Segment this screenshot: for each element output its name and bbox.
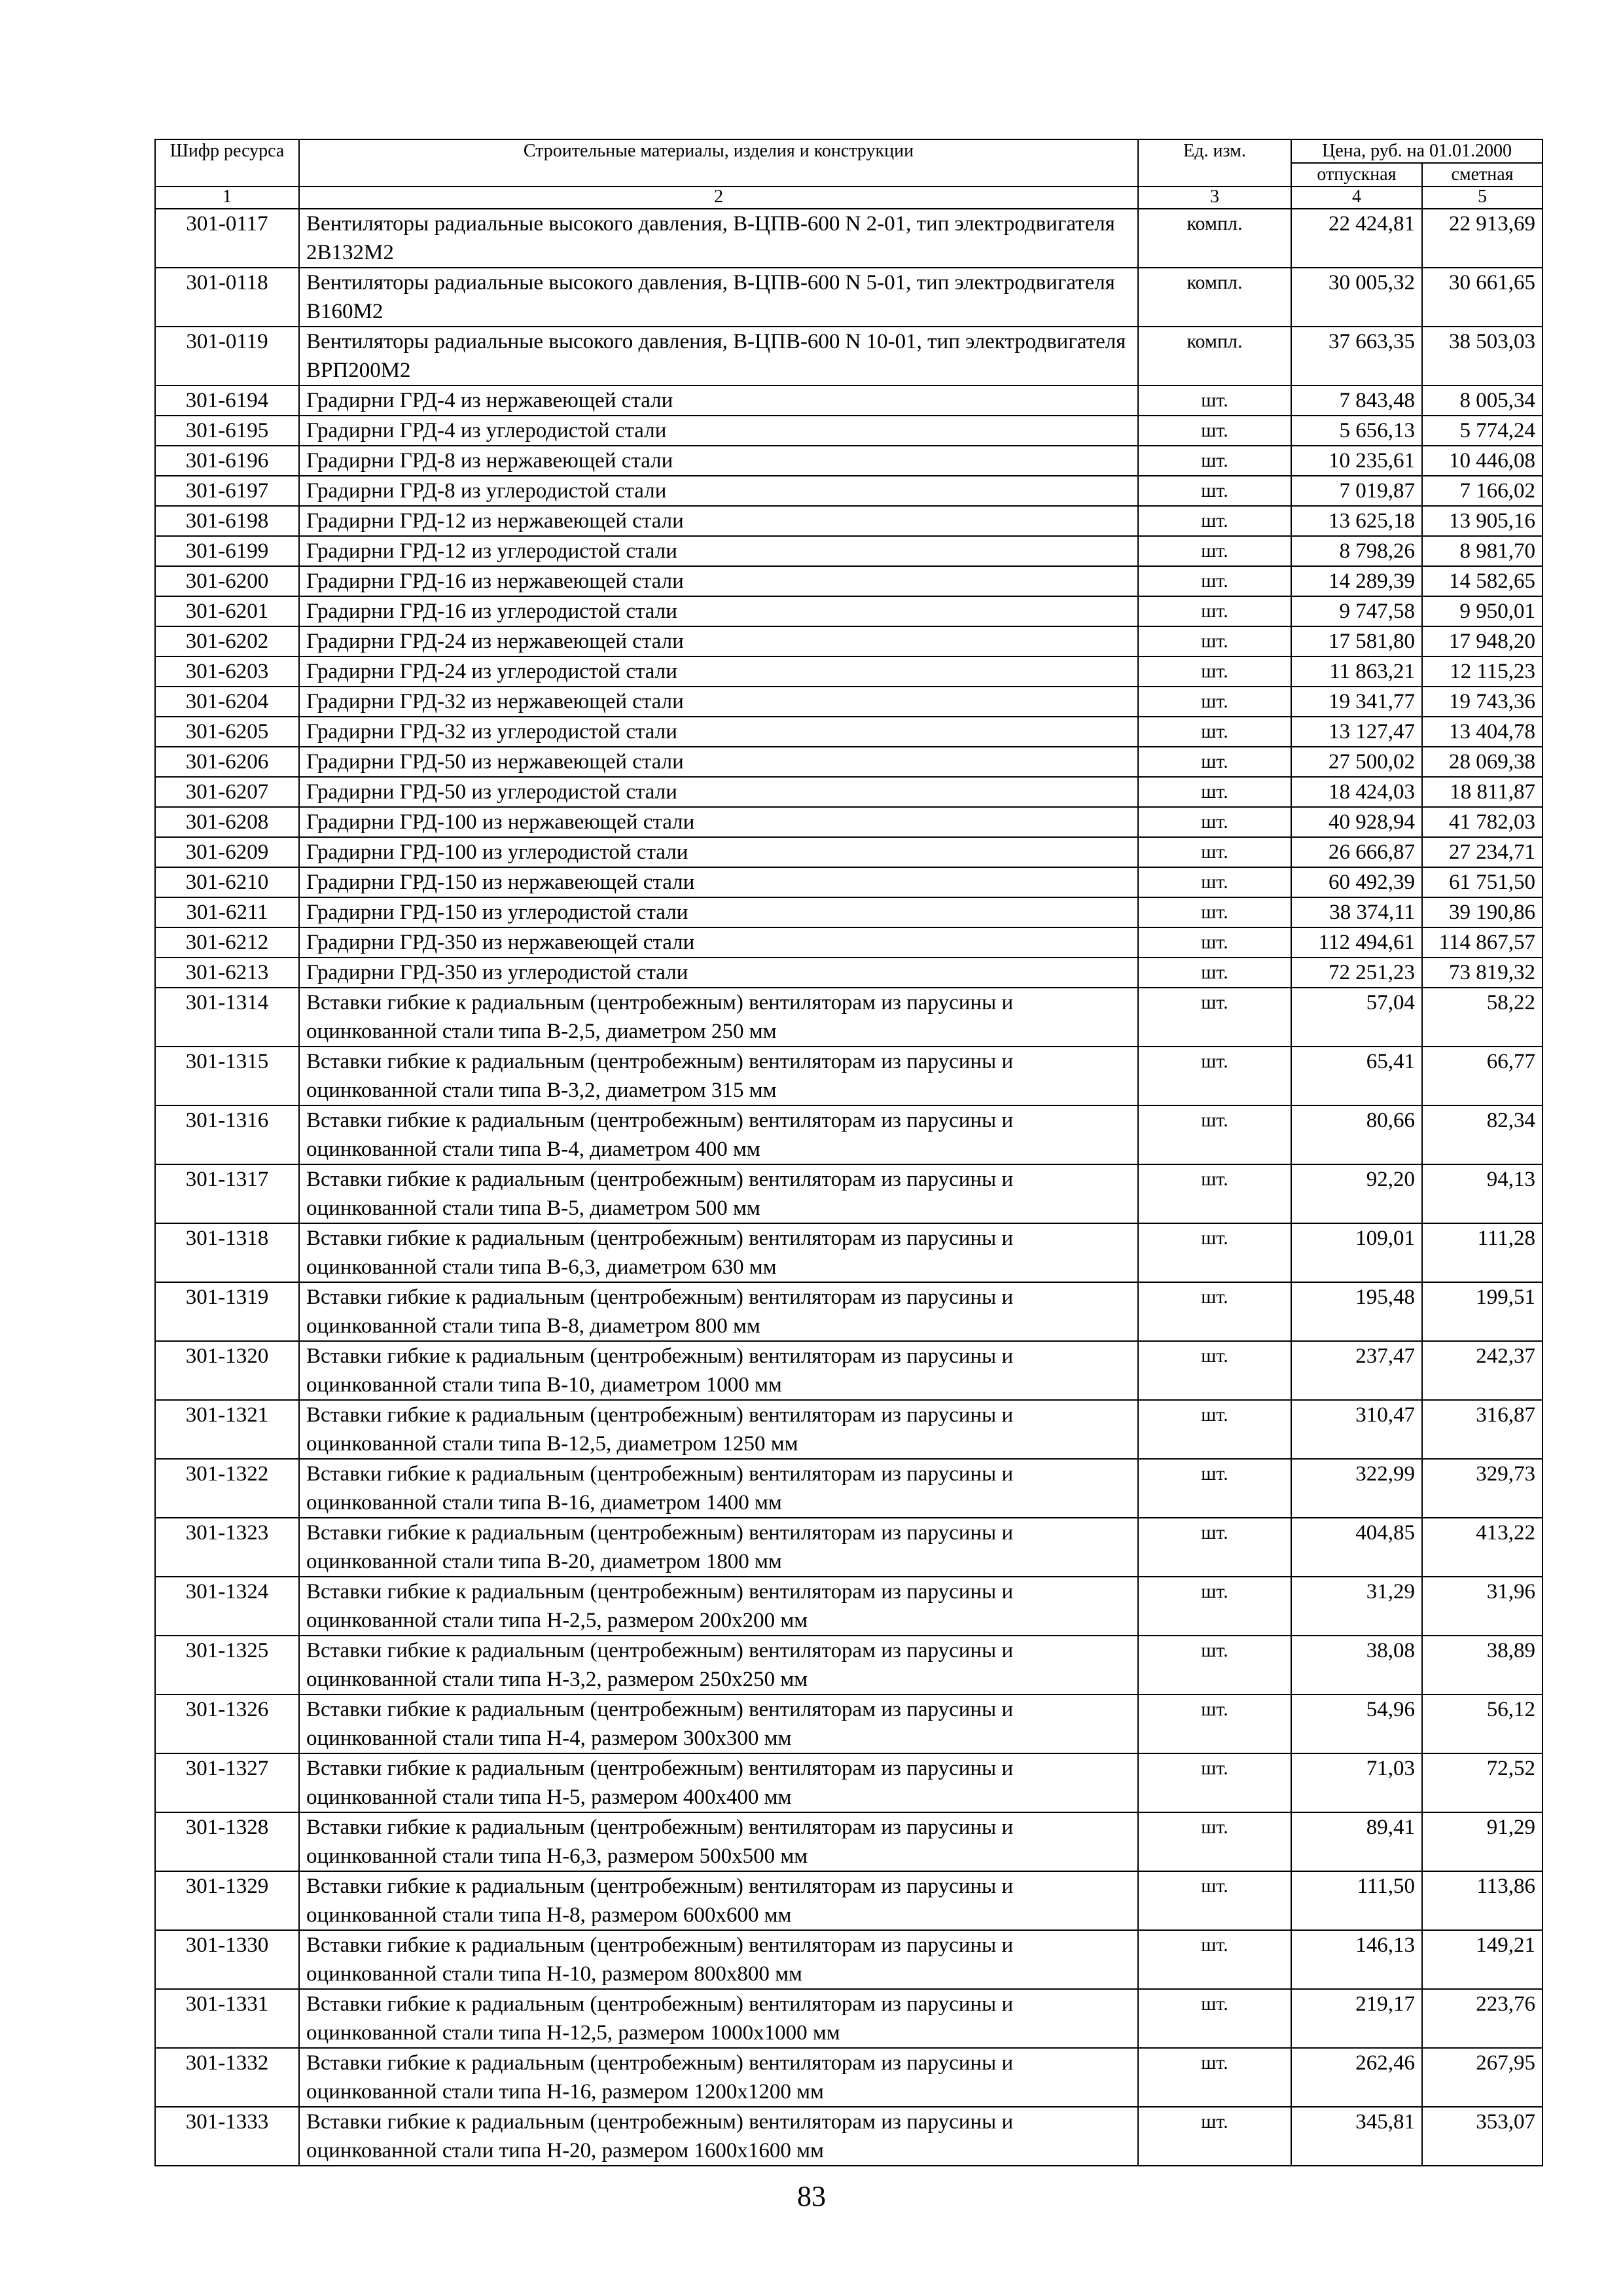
description-cell: Вставки гибкие к радиальным (центробежным) вентиляторам из парусины и оцинкованной стали типа В-10, диаметром 1000 мм [299, 1341, 1138, 1400]
resource-code-cell: 301-6209 [155, 837, 299, 867]
description-cell: Вставки гибкие к радиальным (центробежным) вентиляторам из парусины и оцинкованной стали типа Н-16, размером 1200х1200 мм [299, 2048, 1138, 2107]
table-row [155, 1459, 1543, 1518]
description-cell: Градирни ГРД-4 из нержавеющей стали [299, 386, 1138, 416]
description-cell: Градирни ГРД-50 из нержавеющей стали [299, 747, 1138, 777]
table-row [155, 1812, 1543, 1871]
unit-cell: шт. [1138, 1459, 1291, 1518]
table-row [155, 1105, 1543, 1164]
unit-cell: шт. [1138, 476, 1291, 506]
price-estimate-cell: 223,76 [1422, 1989, 1543, 2048]
price-release-cell: 10 235,61 [1291, 446, 1422, 476]
table-row [155, 1518, 1543, 1577]
resource-code-cell: 301-6199 [155, 536, 299, 566]
table-row [155, 1282, 1543, 1341]
resource-code-cell: 301-1319 [155, 1282, 299, 1341]
description-cell: Вставки гибкие к радиальным (центробежным) вентиляторам из парусины и оцинкованной стали типа В-3,2, диаметром 315 мм [299, 1047, 1138, 1105]
header-col-number-1: 1 [155, 187, 299, 209]
header-description: Строительные материалы, изделия и конструкции [299, 139, 1138, 187]
unit-cell: шт. [1138, 566, 1291, 596]
price-release-cell: 146,13 [1291, 1930, 1422, 1989]
price-estimate-cell: 19 743,36 [1422, 687, 1543, 717]
table-row [155, 897, 1543, 927]
price-release-cell: 195,48 [1291, 1282, 1422, 1341]
table-row [155, 988, 1543, 1047]
resource-code-cell: 301-6207 [155, 777, 299, 807]
price-estimate-cell: 267,95 [1422, 2048, 1543, 2107]
price-estimate-cell: 7 166,02 [1422, 476, 1543, 506]
resource-code-cell: 301-1333 [155, 2107, 299, 2166]
resource-code-cell: 301-1320 [155, 1341, 299, 1400]
resource-code-cell: 301-6206 [155, 747, 299, 777]
resource-code-cell: 301-6201 [155, 596, 299, 626]
price-estimate-cell: 13 404,78 [1422, 717, 1543, 747]
price-estimate-cell: 22 913,69 [1422, 209, 1543, 268]
resource-code-cell: 301-1330 [155, 1930, 299, 1989]
unit-cell: шт. [1138, 867, 1291, 897]
table-row [155, 687, 1543, 717]
description-cell: Вставки гибкие к радиальным (центробежным) вентиляторам из парусины и оцинкованной стали типа Н-4, размером 300х300 мм [299, 1695, 1138, 1753]
table-row [155, 476, 1543, 506]
table-row [155, 927, 1543, 958]
price-estimate-cell: 9 950,01 [1422, 596, 1543, 626]
table-row [155, 747, 1543, 777]
price-estimate-cell: 14 582,65 [1422, 566, 1543, 596]
header-price-release: отпускная [1291, 163, 1422, 187]
unit-cell: шт. [1138, 1989, 1291, 2048]
resource-code-cell: 301-1316 [155, 1105, 299, 1164]
unit-cell: шт. [1138, 1164, 1291, 1223]
price-estimate-cell: 56,12 [1422, 1695, 1543, 1753]
price-table [154, 139, 1543, 2166]
table-row [155, 1047, 1543, 1105]
price-release-cell: 237,47 [1291, 1341, 1422, 1400]
header-col-number-2: 2 [299, 187, 1138, 209]
description-cell: Вставки гибкие к радиальным (центробежным) вентиляторам из парусины и оцинкованной стали типа Н-10, размером 800х800 мм [299, 1930, 1138, 1989]
price-release-cell: 13 127,47 [1291, 717, 1422, 747]
unit-cell: шт. [1138, 988, 1291, 1047]
price-release-cell: 54,96 [1291, 1695, 1422, 1753]
description-cell: Градирни ГРД-8 из нержавеющей стали [299, 446, 1138, 476]
resource-code-cell: 301-1328 [155, 1812, 299, 1871]
unit-cell: шт. [1138, 506, 1291, 536]
price-release-cell: 38,08 [1291, 1636, 1422, 1695]
table-row [155, 837, 1543, 867]
document-page [154, 139, 1542, 2166]
resource-code-cell: 301-6196 [155, 446, 299, 476]
description-cell: Вентиляторы радиальные высокого давления, В-ЦПВ-600 N 5-01, тип электродвигателя В160М2 [299, 268, 1138, 327]
resource-code-cell: 301-1324 [155, 1577, 299, 1636]
description-cell: Вставки гибкие к радиальным (центробежным) вентиляторам из парусины и оцинкованной стали типа Н-6,3, размером 500х500 мм [299, 1812, 1138, 1871]
table-body [155, 209, 1543, 2166]
description-cell: Вставки гибкие к радиальным (центробежным) вентиляторам из парусины и оцинкованной стали типа В-5, диаметром 500 мм [299, 1164, 1138, 1223]
price-release-cell: 40 928,94 [1291, 807, 1422, 837]
price-release-cell: 7 019,87 [1291, 476, 1422, 506]
description-cell: Вентиляторы радиальные высокого давления, В-ЦПВ-600 N 2-01, тип электродвигателя 2В132М2 [299, 209, 1138, 268]
table-row [155, 596, 1543, 626]
table-row [155, 536, 1543, 566]
description-cell: Градирни ГРД-32 из углеродистой стали [299, 717, 1138, 747]
description-cell: Градирни ГРД-50 из углеродистой стали [299, 777, 1138, 807]
resource-code-cell: 301-6202 [155, 626, 299, 656]
unit-cell: шт. [1138, 1047, 1291, 1105]
page-number: 83 [797, 2180, 826, 2212]
table-row [155, 2048, 1543, 2107]
table-row [155, 416, 1543, 446]
unit-cell: шт. [1138, 717, 1291, 747]
price-estimate-cell: 28 069,38 [1422, 747, 1543, 777]
description-cell: Градирни ГРД-16 из углеродистой стали [299, 596, 1138, 626]
description-cell: Градирни ГРД-32 из нержавеющей стали [299, 687, 1138, 717]
description-cell: Вставки гибкие к радиальным (центробежным) вентиляторам из парусины и оцинкованной стали типа В-6,3, диаметром 630 мм [299, 1223, 1138, 1282]
resource-code-cell: 301-1327 [155, 1753, 299, 1812]
description-cell: Вентиляторы радиальные высокого давления, В-ЦПВ-600 N 10-01, тип электродвигателя ВРП200М2 [299, 327, 1138, 386]
price-estimate-cell: 329,73 [1422, 1459, 1543, 1518]
resource-code-cell: 301-1329 [155, 1871, 299, 1930]
unit-cell: шт. [1138, 1400, 1291, 1459]
description-cell: Вставки гибкие к радиальным (центробежным) вентиляторам из парусины и оцинкованной стали типа Н-12,5, размером 1000х1000 мм [299, 1989, 1138, 2048]
unit-cell: шт. [1138, 2107, 1291, 2166]
price-release-cell: 72 251,23 [1291, 958, 1422, 988]
description-cell: Градирни ГРД-12 из углеродистой стали [299, 536, 1138, 566]
unit-cell: шт. [1138, 656, 1291, 687]
resource-code-cell: 301-1323 [155, 1518, 299, 1577]
resource-code-cell: 301-0117 [155, 209, 299, 268]
price-release-cell: 89,41 [1291, 1812, 1422, 1871]
price-estimate-cell: 12 115,23 [1422, 656, 1543, 687]
price-release-cell: 345,81 [1291, 2107, 1422, 2166]
header-unit: Ед. изм. [1138, 139, 1291, 187]
description-cell: Вставки гибкие к радиальным (центробежным) вентиляторам из парусины и оцинкованной стали типа В-4, диаметром 400 мм [299, 1105, 1138, 1164]
resource-code-cell: 301-6210 [155, 867, 299, 897]
price-release-cell: 80,66 [1291, 1105, 1422, 1164]
resource-code-cell: 301-1331 [155, 1989, 299, 2048]
table-row [155, 626, 1543, 656]
table-row [155, 1400, 1543, 1459]
price-estimate-cell: 31,96 [1422, 1577, 1543, 1636]
description-cell: Градирни ГРД-350 из нержавеющей стали [299, 927, 1138, 958]
price-estimate-cell: 58,22 [1422, 988, 1543, 1047]
table-row [155, 656, 1543, 687]
price-estimate-cell: 242,37 [1422, 1341, 1543, 1400]
resource-code-cell: 301-1314 [155, 988, 299, 1047]
price-estimate-cell: 39 190,86 [1422, 897, 1543, 927]
description-cell: Вставки гибкие к радиальным (центробежным) вентиляторам из парусины и оцинкованной стали типа В-12,5, диаметром 1250 мм [299, 1400, 1138, 1459]
price-estimate-cell: 41 782,03 [1422, 807, 1543, 837]
description-cell: Градирни ГРД-24 из углеродистой стали [299, 656, 1138, 687]
table-header [155, 139, 1543, 209]
description-cell: Градирни ГРД-4 из углеродистой стали [299, 416, 1138, 446]
price-release-cell: 17 581,80 [1291, 626, 1422, 656]
resource-code-cell: 301-6197 [155, 476, 299, 506]
description-cell: Градирни ГРД-16 из нержавеющей стали [299, 566, 1138, 596]
price-estimate-cell: 13 905,16 [1422, 506, 1543, 536]
price-release-cell: 71,03 [1291, 1753, 1422, 1812]
unit-cell: шт. [1138, 807, 1291, 837]
resource-code-cell: 301-6211 [155, 897, 299, 927]
table-row [155, 1636, 1543, 1695]
price-estimate-cell: 66,77 [1422, 1047, 1543, 1105]
description-cell: Вставки гибкие к радиальным (центробежным) вентиляторам из парусины и оцинкованной стали типа В-8, диаметром 800 мм [299, 1282, 1138, 1341]
table-row [155, 777, 1543, 807]
price-release-cell: 27 500,02 [1291, 747, 1422, 777]
header-price-estimate: сметная [1422, 163, 1543, 187]
unit-cell: шт. [1138, 386, 1291, 416]
unit-cell: шт. [1138, 1105, 1291, 1164]
description-cell: Градирни ГРД-8 из углеродистой стали [299, 476, 1138, 506]
table-row [155, 1871, 1543, 1930]
price-release-cell: 7 843,48 [1291, 386, 1422, 416]
resource-code-cell: 301-6213 [155, 958, 299, 988]
price-release-cell: 57,04 [1291, 988, 1422, 1047]
price-estimate-cell: 316,87 [1422, 1400, 1543, 1459]
unit-cell: шт. [1138, 536, 1291, 566]
description-cell: Градирни ГРД-12 из нержавеющей стали [299, 506, 1138, 536]
table-row [155, 867, 1543, 897]
table-row [155, 209, 1543, 268]
description-cell: Градирни ГРД-150 из углеродистой стали [299, 897, 1138, 927]
description-cell: Градирни ГРД-100 из нержавеющей стали [299, 807, 1138, 837]
table-row [155, 1164, 1543, 1223]
resource-code-cell: 301-6212 [155, 927, 299, 958]
price-release-cell: 26 666,87 [1291, 837, 1422, 867]
unit-cell: шт. [1138, 1871, 1291, 1930]
price-estimate-cell: 5 774,24 [1422, 416, 1543, 446]
resource-code-cell: 301-6208 [155, 807, 299, 837]
price-release-cell: 8 798,26 [1291, 536, 1422, 566]
price-release-cell: 404,85 [1291, 1518, 1422, 1577]
table-row [155, 1753, 1543, 1812]
table-row [155, 1989, 1543, 2048]
price-estimate-cell: 17 948,20 [1422, 626, 1543, 656]
price-release-cell: 5 656,13 [1291, 416, 1422, 446]
price-estimate-cell: 8 981,70 [1422, 536, 1543, 566]
price-release-cell: 30 005,32 [1291, 268, 1422, 327]
table-row [155, 1695, 1543, 1753]
price-estimate-cell: 94,13 [1422, 1164, 1543, 1223]
resource-code-cell: 301-0118 [155, 268, 299, 327]
table-row [155, 327, 1543, 386]
unit-cell: компл. [1138, 268, 1291, 327]
header-col-number-3: 3 [1138, 187, 1291, 209]
price-estimate-cell: 113,86 [1422, 1871, 1543, 1930]
table-row [155, 1341, 1543, 1400]
unit-cell: шт. [1138, 1577, 1291, 1636]
table-row [155, 1577, 1543, 1636]
table-row [155, 386, 1543, 416]
price-estimate-cell: 82,34 [1422, 1105, 1543, 1164]
unit-cell: шт. [1138, 626, 1291, 656]
resource-code-cell: 301-6194 [155, 386, 299, 416]
table-row [155, 958, 1543, 988]
price-estimate-cell: 8 005,34 [1422, 386, 1543, 416]
unit-cell: шт. [1138, 1282, 1291, 1341]
price-release-cell: 22 424,81 [1291, 209, 1422, 268]
price-release-cell: 9 747,58 [1291, 596, 1422, 626]
header-price: Цена, руб. на 01.01.2000 [1291, 139, 1543, 163]
price-release-cell: 60 492,39 [1291, 867, 1422, 897]
price-release-cell: 310,47 [1291, 1400, 1422, 1459]
price-release-cell: 111,50 [1291, 1871, 1422, 1930]
unit-cell: шт. [1138, 1930, 1291, 1989]
price-estimate-cell: 73 819,32 [1422, 958, 1543, 988]
description-cell: Градирни ГРД-350 из углеродистой стали [299, 958, 1138, 988]
unit-cell: шт. [1138, 446, 1291, 476]
resource-code-cell: 301-1326 [155, 1695, 299, 1753]
table-row [155, 268, 1543, 327]
price-release-cell: 92,20 [1291, 1164, 1422, 1223]
unit-cell: шт. [1138, 1695, 1291, 1753]
resource-code-cell: 301-6203 [155, 656, 299, 687]
price-estimate-cell: 18 811,87 [1422, 777, 1543, 807]
price-release-cell: 19 341,77 [1291, 687, 1422, 717]
resource-code-cell: 301-1317 [155, 1164, 299, 1223]
price-release-cell: 65,41 [1291, 1047, 1422, 1105]
price-release-cell: 14 289,39 [1291, 566, 1422, 596]
price-estimate-cell: 114 867,57 [1422, 927, 1543, 958]
price-estimate-cell: 38,89 [1422, 1636, 1543, 1695]
price-release-cell: 112 494,61 [1291, 927, 1422, 958]
header-col-number-5: 5 [1422, 187, 1543, 209]
price-estimate-cell: 413,22 [1422, 1518, 1543, 1577]
resource-code-cell: 301-1322 [155, 1459, 299, 1518]
resource-code-cell: 301-6198 [155, 506, 299, 536]
unit-cell: шт. [1138, 1636, 1291, 1695]
description-cell: Вставки гибкие к радиальным (центробежным) вентиляторам из парусины и оцинкованной стали типа Н-2,5, размером 200х200 мм [299, 1577, 1138, 1636]
table-row [155, 807, 1543, 837]
price-release-cell: 38 374,11 [1291, 897, 1422, 927]
unit-cell: шт. [1138, 1518, 1291, 1577]
price-release-cell: 262,46 [1291, 2048, 1422, 2107]
table-row [155, 1930, 1543, 1989]
price-estimate-cell: 30 661,65 [1422, 268, 1543, 327]
table-row [155, 1223, 1543, 1282]
price-estimate-cell: 199,51 [1422, 1282, 1543, 1341]
resource-code-cell: 301-6204 [155, 687, 299, 717]
table-row [155, 566, 1543, 596]
resource-code-cell: 301-6200 [155, 566, 299, 596]
description-cell: Градирни ГРД-24 из нержавеющей стали [299, 626, 1138, 656]
price-release-cell: 37 663,35 [1291, 327, 1422, 386]
price-release-cell: 322,99 [1291, 1459, 1422, 1518]
resource-code-cell: 301-6205 [155, 717, 299, 747]
unit-cell: шт. [1138, 1753, 1291, 1812]
description-cell: Градирни ГРД-150 из нержавеющей стали [299, 867, 1138, 897]
unit-cell: шт. [1138, 897, 1291, 927]
unit-cell: шт. [1138, 777, 1291, 807]
price-estimate-cell: 38 503,03 [1422, 327, 1543, 386]
resource-code-cell: 301-1332 [155, 2048, 299, 2107]
unit-cell: шт. [1138, 687, 1291, 717]
price-estimate-cell: 149,21 [1422, 1930, 1543, 1989]
unit-cell: шт. [1138, 596, 1291, 626]
header-code: Шифр ресурса [155, 139, 299, 187]
description-cell: Вставки гибкие к радиальным (центробежным) вентиляторам из парусины и оцинкованной стали типа В-20, диаметром 1800 мм [299, 1518, 1138, 1577]
resource-code-cell: 301-1315 [155, 1047, 299, 1105]
description-cell: Вставки гибкие к радиальным (центробежным) вентиляторам из парусины и оцинкованной стали типа В-16, диаметром 1400 мм [299, 1459, 1138, 1518]
price-release-cell: 109,01 [1291, 1223, 1422, 1282]
table-row [155, 717, 1543, 747]
price-estimate-cell: 111,28 [1422, 1223, 1543, 1282]
price-release-cell: 18 424,03 [1291, 777, 1422, 807]
resource-code-cell: 301-6195 [155, 416, 299, 446]
description-cell: Вставки гибкие к радиальным (центробежным) вентиляторам из парусины и оцинкованной стали типа В-2,5, диаметром 250 мм [299, 988, 1138, 1047]
unit-cell: шт. [1138, 747, 1291, 777]
price-estimate-cell: 27 234,71 [1422, 837, 1543, 867]
price-estimate-cell: 10 446,08 [1422, 446, 1543, 476]
price-release-cell: 31,29 [1291, 1577, 1422, 1636]
unit-cell: шт. [1138, 1341, 1291, 1400]
description-cell: Вставки гибкие к радиальным (центробежным) вентиляторам из парусины и оцинкованной стали типа Н-20, размером 1600х1600 мм [299, 2107, 1138, 2166]
unit-cell: компл. [1138, 327, 1291, 386]
table-row [155, 446, 1543, 476]
resource-code-cell: 301-1325 [155, 1636, 299, 1695]
price-release-cell: 13 625,18 [1291, 506, 1422, 536]
description-cell: Вставки гибкие к радиальным (центробежным) вентиляторам из парусины и оцинкованной стали типа Н-3,2, размером 250х250 мм [299, 1636, 1138, 1695]
price-estimate-cell: 72,52 [1422, 1753, 1543, 1812]
table-row [155, 506, 1543, 536]
price-estimate-cell: 353,07 [1422, 2107, 1543, 2166]
description-cell: Градирни ГРД-100 из углеродистой стали [299, 837, 1138, 867]
resource-code-cell: 301-1321 [155, 1400, 299, 1459]
unit-cell: шт. [1138, 416, 1291, 446]
unit-cell: шт. [1138, 1223, 1291, 1282]
description-cell: Вставки гибкие к радиальным (центробежным) вентиляторам из парусины и оцинкованной стали типа Н-5, размером 400х400 мм [299, 1753, 1138, 1812]
table-row [155, 2107, 1543, 2166]
unit-cell: компл. [1138, 209, 1291, 268]
price-release-cell: 11 863,21 [1291, 656, 1422, 687]
price-release-cell: 219,17 [1291, 1989, 1422, 2048]
description-cell: Вставки гибкие к радиальным (центробежным) вентиляторам из парусины и оцинкованной стали типа Н-8, размером 600х600 мм [299, 1871, 1138, 1930]
unit-cell: шт. [1138, 837, 1291, 867]
unit-cell: шт. [1138, 958, 1291, 988]
resource-code-cell: 301-0119 [155, 327, 299, 386]
price-estimate-cell: 91,29 [1422, 1812, 1543, 1871]
unit-cell: шт. [1138, 2048, 1291, 2107]
header-col-number-4: 4 [1291, 187, 1422, 209]
resource-code-cell: 301-1318 [155, 1223, 299, 1282]
unit-cell: шт. [1138, 1812, 1291, 1871]
unit-cell: шт. [1138, 927, 1291, 958]
price-estimate-cell: 61 751,50 [1422, 867, 1543, 897]
